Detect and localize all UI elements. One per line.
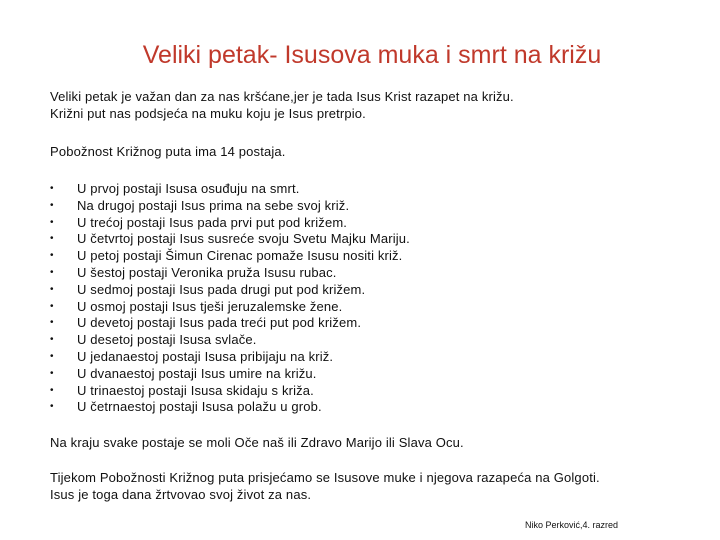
list-item (50, 265, 690, 282)
station-text: U desetoj postaji Isusa svlače. (77, 332, 257, 348)
stations-heading: Pobožnost Križnog puta ima 14 postaja. (50, 144, 286, 159)
stations-list (50, 181, 690, 416)
prayer-note: Na kraju svake postaje se moli Oče naš ili Zdravo Marijo ili Slava Ocu. (50, 435, 464, 451)
bullet-icon: • (50, 334, 54, 346)
intro-line-2: Križni put nas podsjeća na muku koju je Isus pretrpio. (50, 106, 366, 121)
station-text: U prvoj postaji Isusa osuđuju na smrt. (77, 181, 300, 196)
list-item (50, 248, 690, 265)
station-text: U petoj postaji Šimun Cirenac pomaže Isusu nositi križ. (77, 248, 403, 264)
bullet-icon: • (50, 384, 54, 396)
bullet-icon: • (50, 317, 54, 329)
bullet-icon: • (50, 250, 54, 262)
bullet-icon: • (50, 216, 54, 228)
bullet-icon: • (50, 401, 54, 413)
bullet-icon: • (50, 350, 54, 362)
closing-line-2: Isus je toga dana žrtvovao svoj život za nas. (50, 487, 312, 503)
bullet-icon: • (50, 199, 54, 211)
station-text: U osmoj postaji Isus tješi jeruzalemske žene. (77, 298, 343, 314)
closing-line-1: Tijekom Pobožnosti Križnog puta prisjećamo se Isusove muke i njegova razapeća na Golgoti. (50, 470, 600, 486)
list-item (50, 231, 690, 248)
list-item (50, 332, 690, 349)
station-text: U trećoj postaji Isus pada prvi put pod križem. (77, 214, 348, 230)
list-item (50, 299, 690, 316)
author-credit: Niko Perković,4. razred (524, 520, 618, 530)
station-text: U četvrtoj postaji Isus susreće svoju Svetu Majku Mariju. (77, 231, 410, 247)
list-item (50, 366, 690, 383)
station-text: U sedmoj postaji Isus pada drugi put pod križem. (77, 281, 366, 297)
bullet-icon: • (50, 233, 54, 245)
station-text: U četrnaestoj postaji Isusa polažu u grob. (77, 399, 322, 415)
bullet-icon: • (50, 300, 54, 312)
list-item (50, 198, 690, 215)
station-text: Na drugoj postaji Isus prima na sebe svoj križ. (77, 197, 350, 213)
station-text: U šestoj postaji Veronika pruža Isusu rubac. (77, 264, 337, 280)
bullet-icon: • (50, 183, 54, 194)
bullet-icon: • (50, 266, 54, 278)
list-item (50, 215, 690, 232)
bullet-icon: • (50, 367, 54, 379)
list-item (50, 181, 690, 198)
station-text: U trinaestoj postaji Isusa skidaju s križa. (77, 382, 314, 398)
list-item (50, 383, 690, 400)
list-item (50, 282, 690, 299)
station-text: U devetoj postaji Isus pada treći put pod križem. (77, 315, 362, 331)
station-text: U jedanaestoj postaji Isusa pribijaju na križ. (77, 348, 334, 364)
page-title: Veliki petak- Isusova muka i smrt na križu (142, 41, 602, 69)
list-item (50, 399, 690, 416)
station-text: U dvanaestoj postaji Isus umire na križu. (77, 365, 317, 381)
slide-body (50, 88, 690, 503)
list-item (50, 315, 690, 332)
intro-line-1: Veliki petak je važan dan za nas kršćane,jer je tada Isus Krist razapet na križu. (50, 89, 514, 104)
list-item (50, 349, 690, 366)
bullet-icon: • (50, 283, 54, 295)
